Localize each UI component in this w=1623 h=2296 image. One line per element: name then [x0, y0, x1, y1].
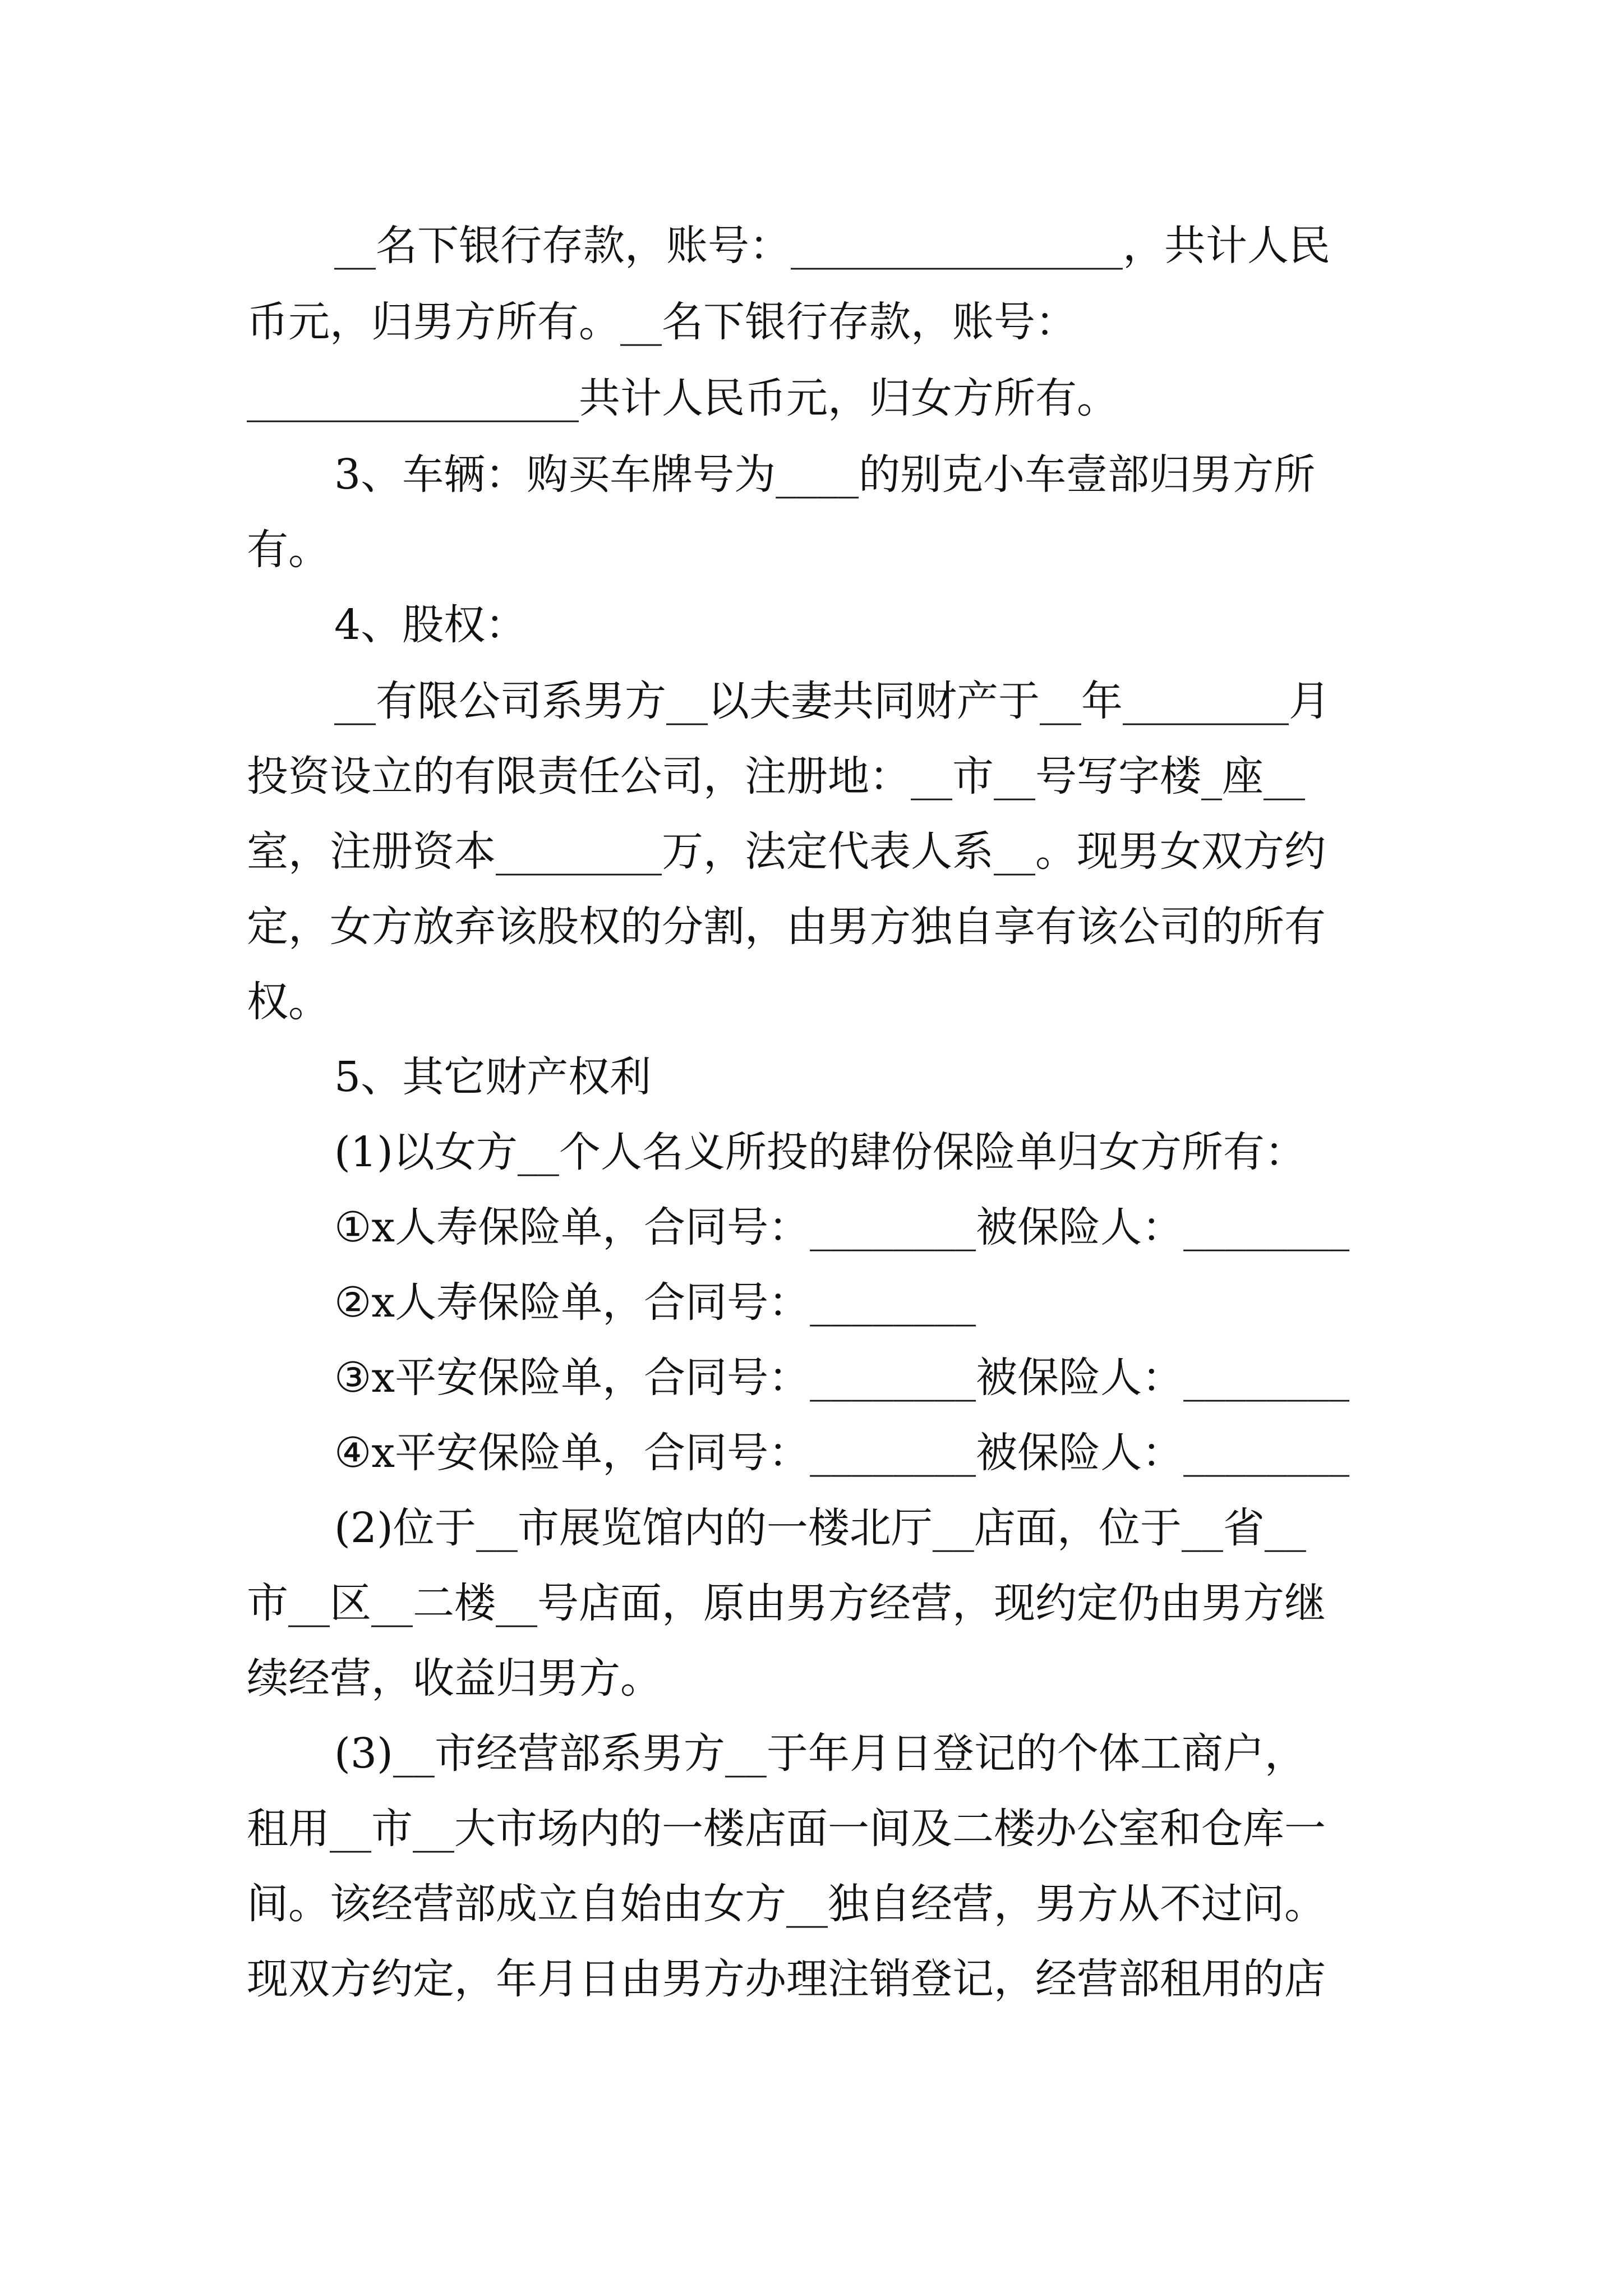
text-line: 续经营，收益归男方。	[247, 1654, 662, 1703]
text-line: 定，女方放弃该股权的分割，由男方独自享有该公司的所有	[247, 903, 1326, 951]
text-line: (2)位于__市展览馆内的一楼北厅__店面，位于__省__	[334, 1504, 1306, 1552]
text-line: ④x平安保险单，合同号：________被保险人：________	[334, 1429, 1350, 1477]
text-line: 权。	[247, 978, 330, 1026]
text-line: 3、车辆：购买车牌号为____的别克小车壹部归男方所	[334, 450, 1316, 499]
text-line: __有限公司系男方__以夫妻共同财产于__年________月	[334, 677, 1330, 725]
text-line: 租用__市__大市场内的一楼店面一间及二楼办公室和仓库一	[247, 1805, 1326, 1853]
text-line: 室，注册资本________万，法定代表人系__。现男女双方约	[247, 827, 1326, 876]
text-line: ①x人寿保险单，合同号：________被保险人：________	[334, 1203, 1350, 1251]
text-line: 5、其它财产权利	[334, 1053, 652, 1101]
text-line: __名下银行存款，账号：________________，共计人民	[334, 222, 1330, 270]
text-line: ②x人寿保险单，合同号：________	[334, 1278, 976, 1327]
text-line: 间。该经营部成立自始由女方__独自经营，男方从不过问。	[247, 1880, 1326, 1928]
text-line: 币元，归男方所有。__名下银行存款，账号：	[247, 298, 1077, 346]
text-line: 市__区__二楼__号店面，原由男方经营，现约定仍由男方继	[247, 1579, 1326, 1627]
text-line: 投资设立的有限责任公司，注册地：__市__号写字楼_座__	[247, 752, 1305, 800]
text-line: 现双方约定，年月日由男方办理注销登记，经营部租用的店	[247, 1955, 1326, 2003]
text-line: 有。	[247, 526, 330, 574]
text-line: 4、股权：	[334, 601, 527, 649]
text-line: ③x平安保险单，合同号：________被保险人：________	[334, 1354, 1350, 1402]
text-line: (3)__市经营部系男方__于年月日登记的个体工商户，	[334, 1729, 1306, 1778]
text-line: ________________共计人民币元，归女方所有。	[247, 374, 1118, 422]
text-line: (1)以女方__个人名义所投的肆份保险单归女方所有：	[334, 1128, 1306, 1176]
